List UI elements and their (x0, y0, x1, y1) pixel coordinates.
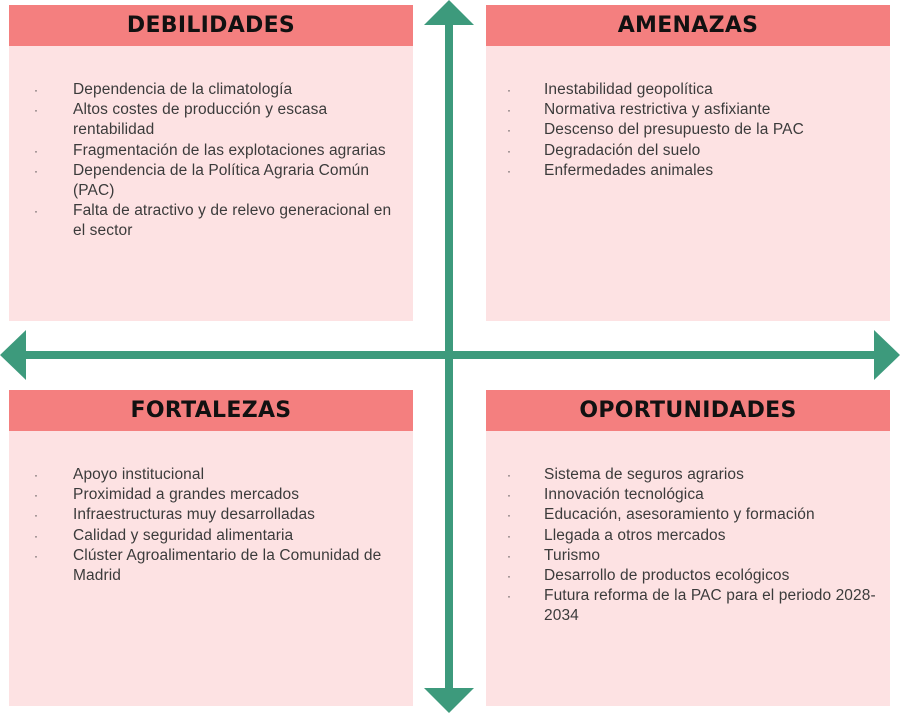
list-item (486, 80, 890, 100)
quadrant-title: FORTALEZAS (9, 390, 413, 431)
list-item-text: Fragmentación de las explotaciones agrarias (73, 141, 386, 159)
bullet-icon: · (507, 468, 512, 482)
bullet-icon: · (507, 123, 512, 138)
list-item-text: Dependencia de la Política Agraria Común (PAC) (73, 161, 370, 200)
bullet-icon: · (34, 488, 39, 503)
quadrant-title: DEBILIDADES (9, 5, 413, 46)
bullet-icon: · (507, 163, 512, 178)
bullet-icon: · (507, 83, 512, 97)
list-item (486, 485, 890, 505)
list-item-text: Sistema de seguros agrarios (544, 466, 744, 483)
list-item (9, 201, 413, 241)
bullet-icon: · (34, 548, 39, 563)
arrow-left-icon (0, 330, 26, 380)
bullet-icon: · (507, 103, 512, 118)
bullet-icon: · (34, 83, 39, 97)
bullet-icon: · (34, 103, 39, 118)
item-list (486, 80, 890, 181)
list-item-text: Desarrollo de productos ecológicos (544, 567, 790, 585)
bullet-icon: · (507, 143, 512, 158)
quadrant-title: AMENAZAS (486, 5, 890, 46)
list-item-text: Infraestructuras muy desarrolladas (73, 506, 316, 524)
list-item-text: Inestabilidad geopolítica (544, 81, 713, 98)
list-item-text: Futura reforma de la PAC para el periodo 2028- 2034 (544, 587, 876, 625)
quadrant-amenazas (486, 5, 890, 321)
bullet-icon: · (34, 204, 39, 219)
arrow-down-icon (424, 688, 474, 713)
list-item (9, 80, 413, 100)
bullet-icon: · (507, 589, 512, 604)
bullet-icon: · (34, 163, 39, 178)
list-item-text: Degradación del suelo (544, 141, 701, 159)
bullet-icon: · (34, 143, 39, 158)
horizontal-axis-line (22, 351, 878, 359)
list-item (486, 566, 890, 586)
list-item-text: Descenso del presupuesto de la PAC (544, 121, 804, 139)
arrow-right-icon (874, 330, 900, 380)
list-item (9, 546, 413, 586)
list-item-text: Altos costes de producción y escasa rentabilidad (73, 101, 328, 139)
list-item (9, 485, 413, 505)
list-item (486, 505, 890, 525)
list-item (9, 465, 413, 485)
item-list (486, 465, 890, 627)
item-list (9, 80, 413, 242)
bullet-icon: · (34, 508, 39, 523)
arrow-up-icon (424, 0, 474, 25)
quadrant-title: OPORTUNIDADES (486, 390, 890, 431)
list-item (9, 141, 413, 161)
list-item (9, 161, 413, 201)
list-item (486, 526, 890, 546)
list-item (486, 161, 890, 181)
list-item (486, 120, 890, 140)
list-item-text: Innovación tecnológica (544, 486, 704, 504)
bullet-icon: · (507, 488, 512, 503)
list-item-text: Dependencia de la climatología (73, 81, 293, 98)
list-item-text: Normativa restrictiva y asfixiante (544, 101, 771, 119)
list-item-text: Enfermedades animales (544, 161, 714, 179)
list-item (9, 505, 413, 525)
list-item (486, 465, 890, 485)
list-item-text: Falta de atractivo y de relevo generacional en el sector (73, 202, 392, 240)
quadrant-debilidades (9, 5, 413, 321)
list-item (486, 546, 890, 566)
bullet-icon: · (34, 468, 39, 482)
bullet-icon: · (507, 528, 512, 543)
list-item-text: Apoyo institucional (73, 466, 205, 483)
list-item-text: Calidad y seguridad alimentaria (73, 526, 294, 544)
bullet-icon: · (507, 548, 512, 563)
list-item-text: Llegada a otros mercados (544, 526, 726, 544)
list-item (9, 526, 413, 546)
list-item (486, 141, 890, 161)
list-item (486, 586, 890, 626)
item-list (9, 465, 413, 586)
list-item-text: Educación, asesoramiento y formación (544, 506, 815, 524)
list-item (9, 100, 413, 140)
quadrant-oportunidades (486, 390, 890, 706)
bullet-icon: · (507, 508, 512, 523)
list-item-text: Clúster Agroalimentario de la Comunidad de Madrid (73, 546, 382, 585)
list-item-text: Turismo (544, 546, 601, 564)
bullet-icon: · (34, 528, 39, 543)
quadrant-fortalezas (9, 390, 413, 706)
list-item (486, 100, 890, 120)
bullet-icon: · (507, 569, 512, 584)
list-item-text: Proximidad a grandes mercados (73, 486, 300, 504)
